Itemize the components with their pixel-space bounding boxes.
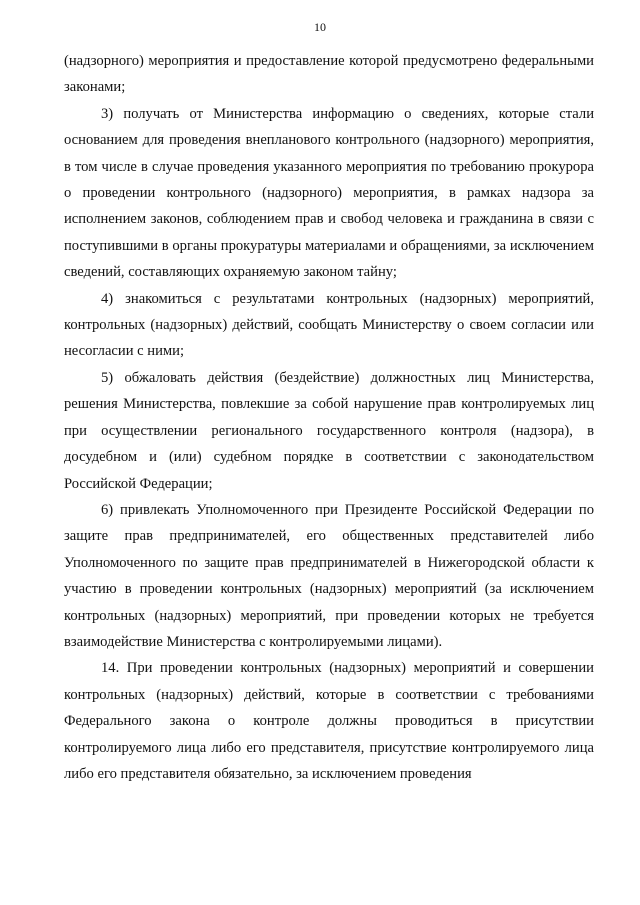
- paragraph-item-3: 3) получать от Министерства информацию о сведениях, которые стали основанием для проведения внепланового контрольного (надзорного) мероприятия, в том числе в случае проведения указанного мероприятия по требованию прокурора о проведении контрольного (надзорного) мероприятия, в рамках надзора за исполнением законов, соблюдением прав и свобод человека и гражданина в связи с поступившими в органы прокуратуры материалами и обращениями, за исключением сведений, составляющих охраняемую законом тайну;: [64, 105, 594, 281]
- paragraph-item-4: 4) знакомиться с результатами контрольных (надзорных) мероприятий, контрольных (надзорных) действий, сообщать Министерству о своем согласии или несогласии с ними;: [64, 290, 594, 360]
- document-body: [64, 48, 594, 787]
- paragraph-clause-14: 14. При проведении контрольных (надзорных) мероприятий и совершении контрольных (надзорных) действий, которые в соответствии с требованиями Федерального закона о контроле должны проводиться в присутствии контролируемого лица либо его представителя, присутствие контролируемого лица либо его представителя обязательно, за исключением проведения: [64, 660, 594, 782]
- page-number: 10: [314, 20, 326, 34]
- paragraph-continuation: (надзорного) мероприятия и предоставление которой предусмотрено федеральными законами;: [64, 53, 594, 96]
- paragraph-item-5: 5) обжаловать действия (бездействие) должностных лиц Министерства, решения Министерства, повлекшие за собой нарушение прав контролируемых лиц при осуществлении регионального государственного контроля (надзора), в досудебном и (или) судебном порядке в соответствии с законодательством Российской Федерации;: [64, 369, 594, 492]
- paragraph-item-6: 6) привлекать Уполномоченного при Президенте Российской Федерации по защите прав предпринимателей, его общественных представителей либо Уполномоченного по защите прав предпринимателей в Нижегородской области к участию в проведении контрольных (надзорных) мероприятий (за исключением контрольных (надзорных) мероприятий, при проведении которых не требуется взаимодействие Министерства с контролируемыми лицами).: [64, 501, 594, 650]
